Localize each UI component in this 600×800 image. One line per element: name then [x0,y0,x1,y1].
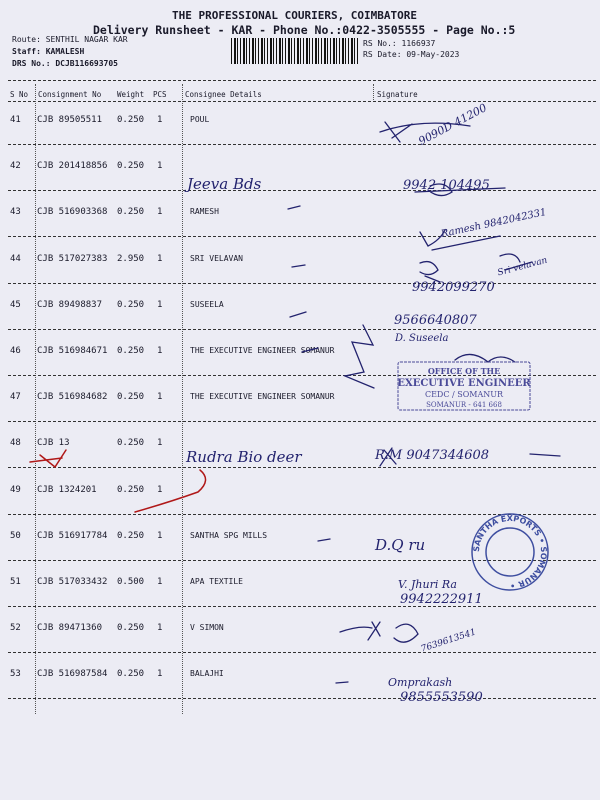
company-name: THE PROFESSIONAL COURIERS, COIMBATORE [172,9,418,22]
row-weight: 0.250 [117,438,145,449]
red-tick-mark [30,450,66,467]
row-consignee: THE EXECUTIVE ENGINEER SOMANUR [190,346,335,355]
handwritten-signature: Ramesh 9842042331 [440,206,548,241]
row-weight: 0.250 [117,484,145,495]
row-consignment-no: CJB 516917784 [37,530,108,541]
row-sno: 50 [10,530,21,541]
row-consignment-no: CJB 13 [37,438,70,449]
handwritten-signature: D.Q ru [375,536,426,554]
row-sno: 43 [10,207,21,218]
row-consignee: POUL [190,115,210,124]
tick-mark [288,206,348,683]
row-sno: 47 [10,392,21,403]
row-consignment-no: CJB 517027383 [37,253,108,264]
row-consignee: V SIMON [190,623,224,633]
rs-date-value: 09-May-2023 [406,50,460,59]
row-pcs: 1 [157,253,163,264]
rs-no-label: RS No.: [363,39,397,48]
row-consignment-no: CJB 516984671 [37,346,108,356]
row-weight: 0.250 [117,669,145,680]
handwritten-name: Omprakash [388,676,453,689]
row-consignment-no: CJB 517033432 [37,577,108,587]
row-consignee: SUSEELA [190,299,224,309]
signature-stroke [368,622,418,642]
santha-stamp-text: SANTHA EXPORTS • SOMANUR • [471,513,549,591]
handwritten-phone: 9566640807 [394,313,477,328]
row-consignment-no: CJB 516984682 [37,392,108,403]
red-pen-line [135,470,206,512]
stamp-line-3: CEDC / SOMANUR [424,390,504,399]
row-weight: 0.250 [117,207,145,218]
row-sno: 49 [10,484,21,495]
col-weight: Weight [117,90,145,99]
row-pcs: 1 [157,161,163,172]
row-consignment-no: CJB 516987584 [37,669,108,680]
route-label: Route: [12,35,41,44]
row-consignment-no: CJB 89505511 [37,115,103,125]
staff-value: KAMALESH [45,47,85,56]
row-pcs: 1 [157,577,163,587]
staff-label: Staff: [12,47,41,56]
row-weight: 2.950 [117,253,145,264]
row-consignee: SRI VELAVAN [190,253,243,263]
handwritten-name: V. Jhuri Ra [398,578,457,591]
signature-stroke [455,354,515,362]
row-pcs: 1 [157,115,163,125]
row-pcs: 1 [157,346,163,356]
handwritten-signature: 7639613541 [419,627,478,655]
row-weight: 0.250 [117,530,145,541]
handwritten-phone: 9855553590 [400,690,483,705]
row-pcs: 1 [157,623,163,634]
col-consignment: Consignment No [38,90,102,99]
row-pcs: 1 [157,392,163,403]
rs-no-value: 1166937 [401,39,436,48]
pen-line [340,627,372,632]
row-consignee: RAMESH [190,207,219,217]
handwritten-name: Rudra Bio deer [186,448,302,466]
drs-value: DCJB116693705 [55,59,118,68]
row-consignment-no: CJB 516903368 [37,207,108,218]
row-sno: 46 [10,346,21,356]
handwritten-note: Sri velavan [496,255,549,279]
stamp-line-4: SOMANUR - 641 668 [426,401,502,409]
row-weight: 0.500 [117,577,145,587]
row-weight: 0.250 [117,115,145,125]
row-sno: 51 [10,577,21,587]
row-consignment-no: CJB 1324201 [37,484,97,495]
row-weight: 0.250 [117,392,145,403]
row-sno: 44 [10,253,21,264]
stamp-line-1: OFFICE OF THE [427,366,501,376]
row-consignment-no: CJB 89498837 [37,299,103,310]
row-pcs: 1 [157,438,163,449]
row-consignee: SANTHA SPG MILLS [190,530,268,540]
row-weight: 0.250 [117,299,145,310]
row-sno: 41 [10,115,21,125]
col-pcs: PCS [153,90,167,99]
stamp-line-2: EXECUTIVE ENGINEER [397,378,531,389]
drs-label: DRS No.: [12,59,51,68]
handwritten-note: 9090D 41200 [416,101,489,148]
scribble-mark [345,325,374,388]
row-pcs: 1 [157,207,163,218]
row-sno: 48 [10,438,21,449]
row-pcs: 1 [157,484,163,495]
handwritten-phone: R.M 9047344608 [375,448,490,463]
route-value: SENTHIL NAGAR KAR [45,35,128,44]
rs-date-label: RS Date: [363,50,402,59]
row-sno: 53 [10,669,21,680]
row-weight: 0.250 [117,623,145,634]
col-sno: S No [10,90,29,99]
row-weight: 0.250 [117,161,145,172]
row-sno: 45 [10,299,21,310]
handwritten-phone: 9942222911 [400,592,483,607]
row-consignee: BALAJHI [190,669,224,679]
row-pcs: 1 [157,530,163,541]
handwritten-phone: 9942099270 [412,280,495,295]
col-consignee: Consignee Details [185,90,262,99]
sheet-title: Delivery Runsheet - KAR - Phone No.:0422-3505555 - Page No.:5 [93,23,516,37]
handwritten-phone: 9942 104495 [403,178,490,193]
handwritten-signature: D. Suseela [395,333,449,344]
row-consignment-no: CJB 201418856 [37,161,108,172]
row-weight: 0.250 [117,346,145,356]
signature-stroke [420,262,440,282]
row-sno: 52 [10,623,21,634]
row-consignee: THE EXECUTIVE ENGINEER SOMANUR [190,392,335,402]
col-signature: Signature [377,90,418,99]
row-pcs: 1 [157,669,163,680]
handwritten-name: Jeeva Bds [187,175,262,193]
row-consignment-no: CJB 89471360 [37,623,103,634]
row-pcs: 1 [157,299,163,310]
row-consignee: APA TEXTILE [190,577,243,586]
row-sno: 42 [10,161,21,172]
